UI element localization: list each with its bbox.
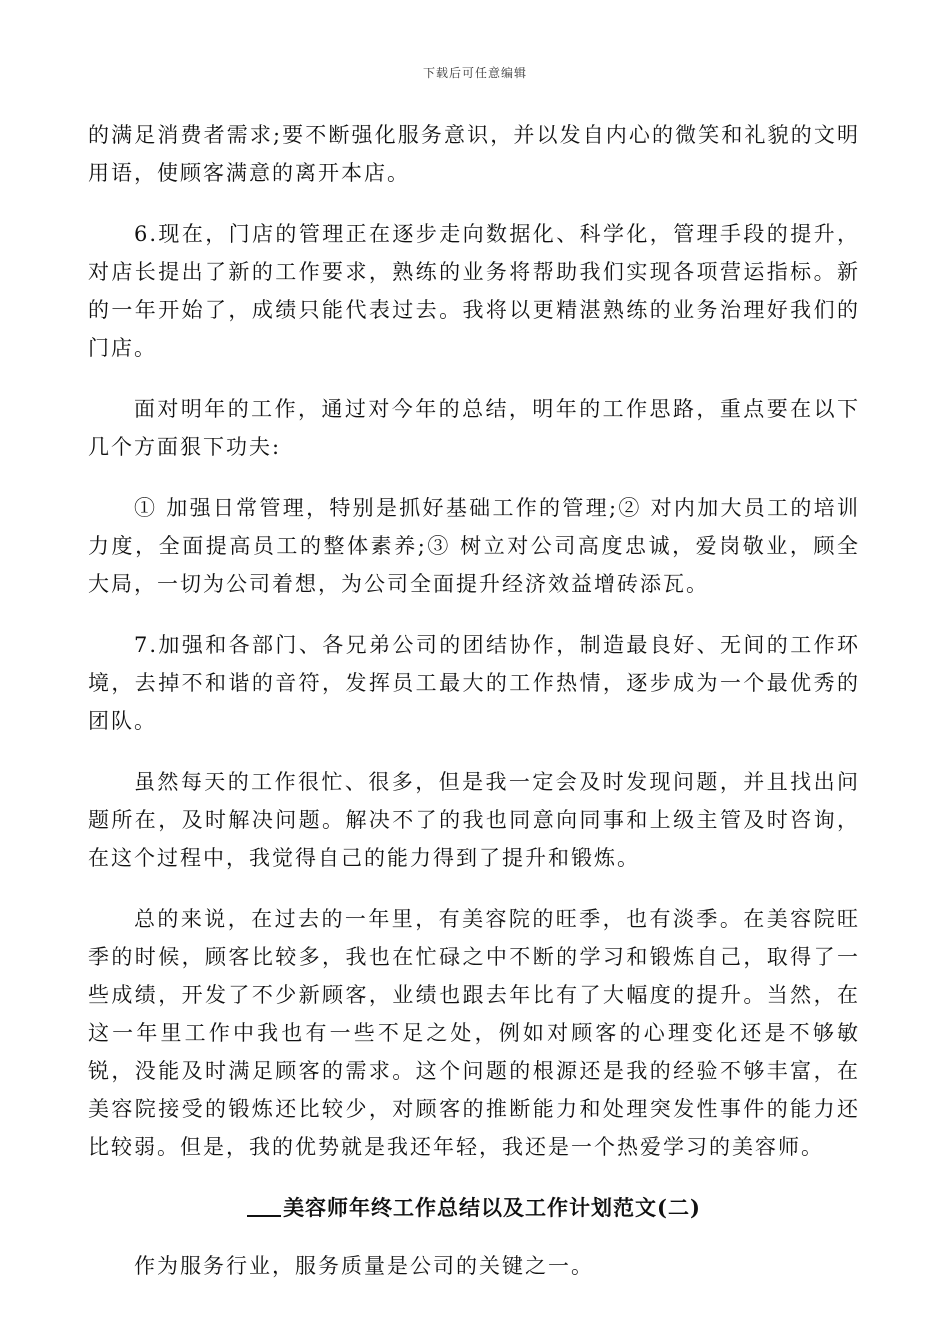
paragraph-continuation: 的满足消费者需求;要不断强化服务意识，并以发自内心的微笑和礼貌的文明用语，使顾客满意的离开本店。 [88, 123, 860, 185]
section-title-text: 美容师年终工作总结以及工作计划范文(二) [283, 1195, 701, 1220]
paragraph-item-7: 7.加强和各部门、各兄弟公司的团结协作，制造最良好、无间的工作环境，去掉不和谐的音符，发挥员工最大的工作热情，逐步成为一个最优秀的团队。 [88, 633, 860, 733]
paragraph-next-year-intro: 面对明年的工作，通过对今年的总结，明年的工作思路，重点要在以下几个方面狠下功夫: [88, 397, 860, 459]
paragraph-problem-solving: 虽然每天的工作很忙、很多，但是我一定会及时发现问题，并且找出问题所在，及时解决问题。解决不了的我也同意向同事和上级主管及时咨询，在这个过程中，我觉得自己的能力得到了提升和锻炼。 [88, 770, 860, 870]
section-title [88, 1189, 860, 1227]
title-blank-underline [247, 1193, 281, 1217]
paragraph-enumerated-goals: ① 加强日常管理，特别是抓好基础工作的管理;② 对内加大员工的培训力度，全面提高员工的整体素养;③ 树立对公司高度忠诚，爱岗敬业，顾全大局，一切为公司着想，为公司全面提升经济效益增砖添瓦。 [88, 496, 860, 596]
paragraph-closing: 作为服务行业，服务质量是公司的关键之一。 [134, 1254, 594, 1278]
paragraph-item-6: 6.现在，门店的管理正在逐步走向数据化、科学化，管理手段的提升，对店长提出了新的工作要求，熟练的业务将帮助我们实现各项营运指标。新的一年开始了，成绩只能代表过去。我将以更精湛熟练的业务治理好我们的门店。 [88, 222, 860, 360]
paragraph-summary: 总的来说，在过去的一年里，有美容院的旺季，也有淡季。在美容院旺季的时候，顾客比较多，我也在忙碌之中不断的学习和锻炼自己，取得了一些成绩，开发了不少新顾客，业绩也跟去年比有了大幅度的提升。当然，在这一年里工作中我也有一些不足之处，例如对顾客的心理变化还是不够敏锐，没能及时满足顾客的需求。这个问题的根源还是我的经验不够丰富，在美容院接受的锻炼还比较少，对顾客的推断能力和处理突发性事件的能力还比较弱。但是，我的优势就是我还年轻，我还是一个热爱学习的美容师。 [88, 907, 860, 1159]
document-body [88, 116, 860, 1308]
page-header: 下载后可任意编辑 [422, 66, 527, 80]
